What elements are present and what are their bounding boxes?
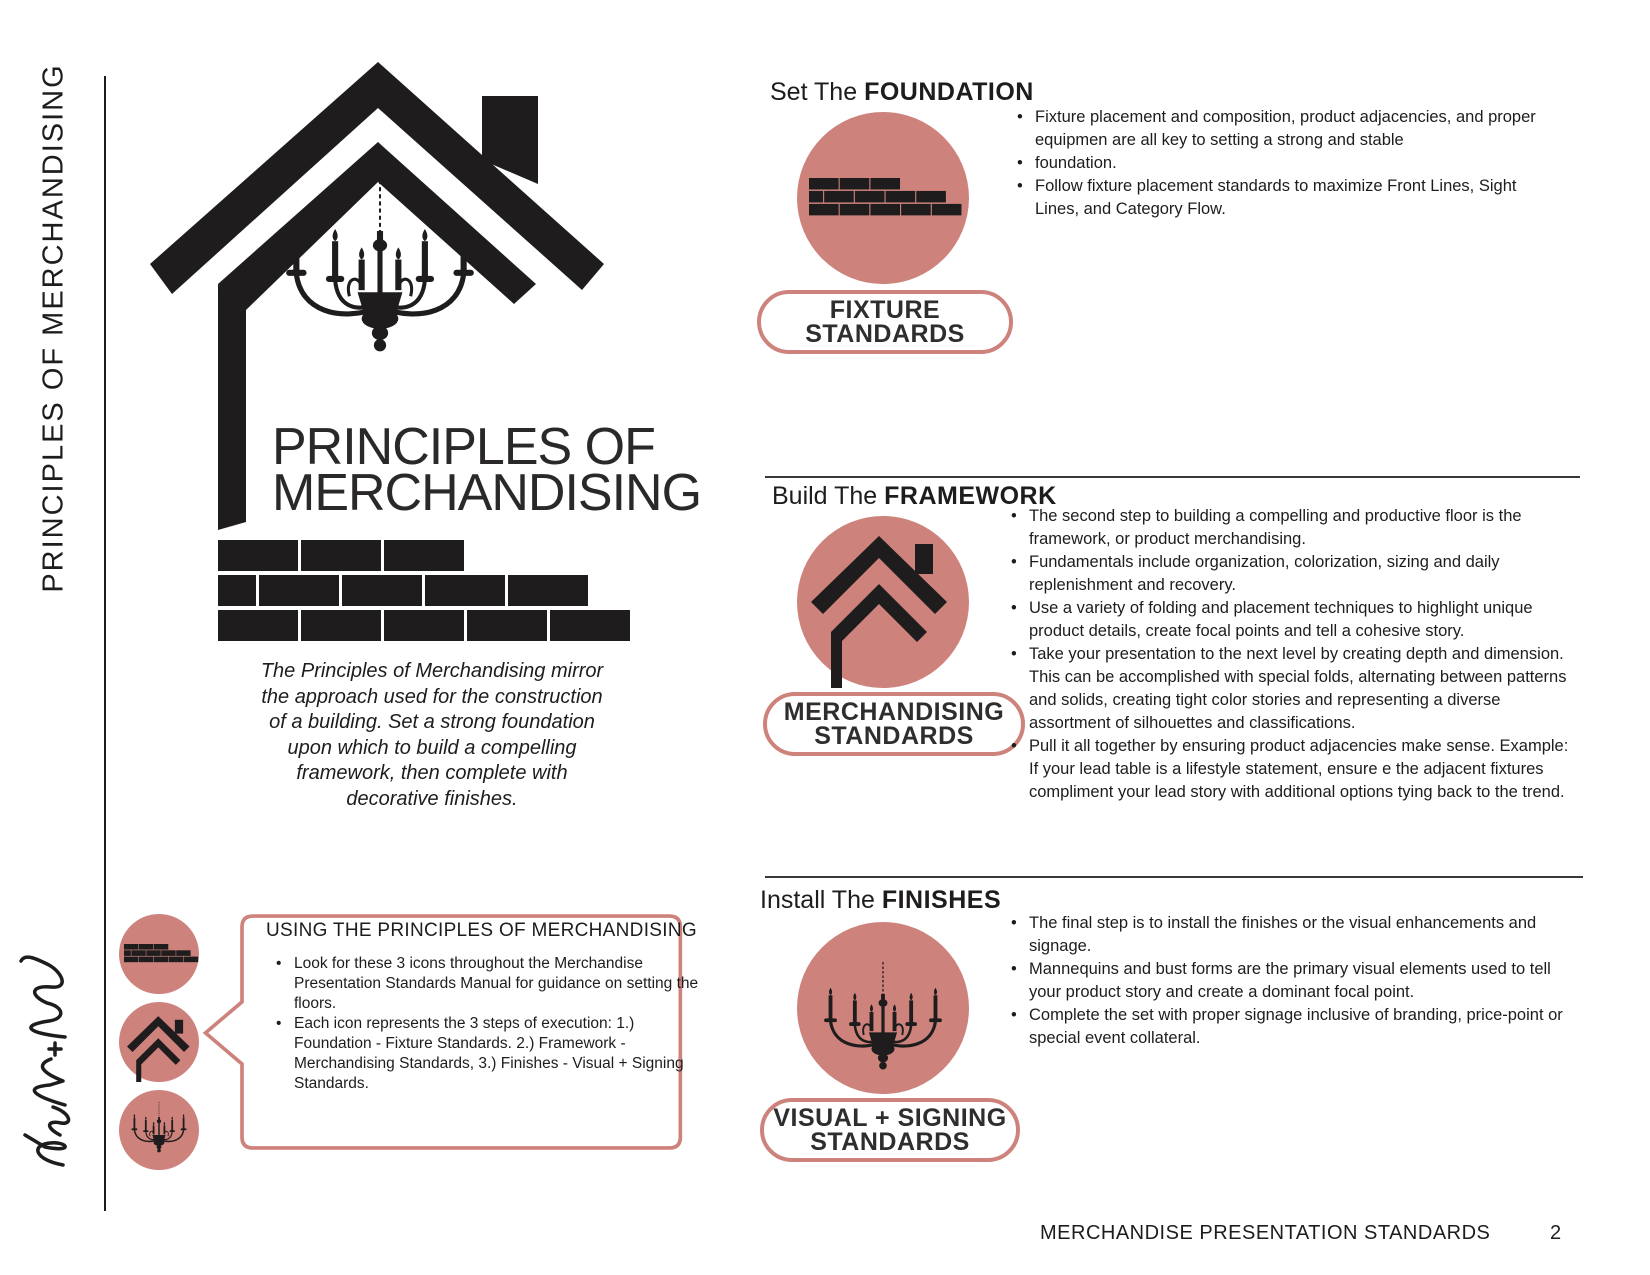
intro-line: The Principles of Merchandising mirror <box>260 660 604 682</box>
framework-bullet: • The second step to building a compelling and productive floor is the framework, or product merchandising. <box>1009 505 1577 551</box>
house-logo-illustration <box>150 62 680 662</box>
page-number: 2 <box>1550 1222 1562 1244</box>
hero-title-line1: PRINCIPLES OF <box>272 418 655 476</box>
section-divider <box>765 876 1583 878</box>
foundation-heading-prefix: Set The <box>770 78 858 106</box>
bricks-icon <box>119 914 199 994</box>
foundation-heading <box>770 78 1034 107</box>
intro-paragraph <box>212 659 652 812</box>
bricks-icon <box>797 112 969 284</box>
intro-line: upon which to build a compelling <box>287 736 577 759</box>
framework-bullet-list <box>1009 505 1577 804</box>
chandelier-icon <box>119 1090 199 1170</box>
finishes-heading-bold: FINISHES <box>881 886 1002 914</box>
framework-bullet: • Use a variety of folding and placement techniques to highlight unique product details, create focal points and tell a cohesive story. <box>1009 597 1577 643</box>
merchandising-standards-label-line1: MERCHANDISING <box>783 698 1005 726</box>
finishes-bullet: • The final step is to install the finishes or the visual enhancements and signage. <box>1009 912 1577 958</box>
intro-line: the approach used for the construction <box>261 685 603 708</box>
house-icon <box>797 516 969 688</box>
framework-bullet: • Pull it all together by ensuring product adjacencies make sense. Example: If your lead table is a lifestyle statement, ensure e the adjacent fixtures compliment your lead story with additional options tying back to the trend. <box>1009 735 1577 804</box>
foundation-bullet: • Fixture placement and composition, product adjacencies, and proper equipmen are all key to setting a strong and stable <box>1015 106 1560 152</box>
callout-bullet: • Each icon represents the 3 steps of execution: 1.) Foundation - Fixture Standards. 2.) Framework - Merchandising Standards, 3.) Finishes - Visual + Signing Standards. <box>270 1014 710 1094</box>
finishes-bullet: • Mannequins and bust forms are the primary visual elements used to tell your product story and create a dominant focal point. <box>1009 958 1577 1004</box>
hero-title <box>272 418 702 522</box>
foundation-bullet: • Follow fixture placement standards to maximize Front Lines, Sight Lines, and Category Flow. <box>1015 175 1560 221</box>
legend-house-circle <box>119 1002 199 1082</box>
visual-signing-standards-label-line1: VISUAL + SIGNING <box>773 1104 1007 1132</box>
framework-heading-prefix: Build The <box>772 482 878 510</box>
sidebar-divider <box>104 76 106 1211</box>
framework-heading-bold: FRAMEWORK <box>884 482 1057 510</box>
foundation-heading-bold: FOUNDATION <box>864 78 1034 106</box>
visual-signing-standards-badge <box>760 1098 1020 1162</box>
callout-title: USING THE PRINCIPLES OF MERCHANDISING <box>266 920 697 941</box>
finishes-bullet: • Complete the set with proper signage inclusive of branding, price-point or special event collateral. <box>1009 1004 1577 1050</box>
framework-bullet: • Fundamentals include organization, colorization, sizing and daily replenishment and recovery. <box>1009 551 1577 597</box>
fixture-standards-label-line2: STANDARDS <box>805 320 965 348</box>
footer-title: MERCHANDISE PRESENTATION STANDARDS <box>1040 1222 1491 1244</box>
vertical-page-title <box>34 63 74 593</box>
finishes-heading-prefix: Install The <box>760 886 875 914</box>
chandelier-icon <box>797 922 969 1094</box>
foundation-bullet-list <box>1015 106 1560 221</box>
merchandising-standards-badge <box>763 692 1025 756</box>
intro-line: decorative finishes. <box>346 787 518 810</box>
vertical-page-title-text: PRINCIPLES OF MERCHANDISING <box>37 63 70 593</box>
callout-bullet: • Look for these 3 icons throughout the Merchandise Presentation Standards Manual for guidance on setting the floors. <box>270 954 710 1014</box>
legend-chandelier-circle <box>119 1090 199 1170</box>
framework-bullet: • Take your presentation to the next level by creating depth and dimension. This can be accomplished with special folds, alternating between patterns and solids, creating tight color stories and representing a diverse assortment of silhouettes and classifications. <box>1009 643 1577 735</box>
visual-signing-standards-label-line2: STANDARDS <box>810 1128 970 1156</box>
finishes-icon-circle <box>797 922 969 1094</box>
hero-title-line2: MERCHANDISING <box>272 464 702 522</box>
finishes-heading <box>760 886 1001 915</box>
merchandising-standards-label-line2: STANDARDS <box>814 722 974 750</box>
section-divider <box>765 476 1580 478</box>
finishes-bullet-list <box>1009 912 1577 1050</box>
fixture-standards-label-line1: FIXTURE <box>829 296 941 324</box>
signature-logo <box>10 945 100 1185</box>
callout-bullet-list <box>270 954 710 1094</box>
foundation-icon-circle <box>797 112 969 284</box>
foundation-bullet: • foundation. <box>1015 152 1560 175</box>
house-icon <box>119 1002 199 1082</box>
intro-line: framework, then complete with <box>296 762 568 784</box>
legend-bricks-circle <box>119 914 199 994</box>
fixture-standards-badge <box>757 290 1013 354</box>
intro-line: of a building. Set a strong foundation <box>269 711 595 733</box>
framework-icon-circle <box>797 516 969 688</box>
